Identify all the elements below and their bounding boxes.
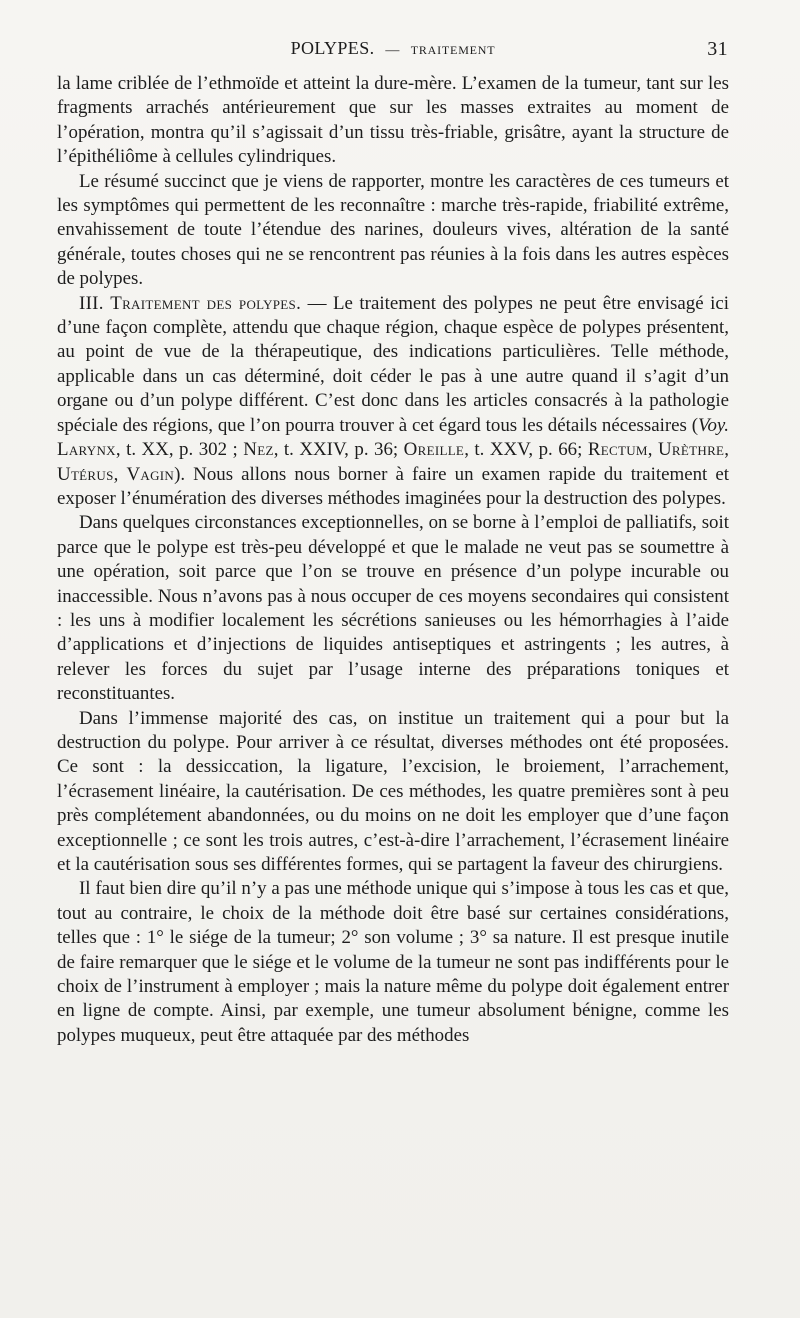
reference-nez: Nez (243, 439, 274, 461)
running-head-separator: — (385, 43, 400, 58)
voy-abbrev: Voy. (698, 414, 729, 436)
paragraph-text: Dans l’immense majorité des cas, on institue un traitement qui a pour but la destruction du polype. Pour arriver à ce résultat, diverses méthodes ont été proposées. Ce sont : la dessiccation, la ligature, l’excision, le broiement, l’arrachement, l’écrasement linéaire, la cautérisation. De ces méthodes, les quatre premières sont à peu près complétement abandonnées, ou du moins on ne doit les employer que d’une façon exceptionnelle ; ce sont les trois autres, c’est-à-dire l’arrachement, l’écrasement linéaire et la cautérisation sous ses différentes formes, qui se partagent la faveur des chirurgiens. (57, 707, 729, 875)
paragraph-text: la lame criblée de l’ethmoïde et atteint la dure-mère. L’examen de la tumeur, tant sur les fragments arrachés antérieurement que sur les masses extraites au moment de l’opération, montra qu’il s’agissait d’un tissu très-friable, grisâtre, ayant la structure de l’épithéliôme à cellules cylindriques. (57, 73, 729, 168)
paragraph-choix-methode (57, 877, 729, 1048)
paragraph-section-iii (57, 292, 729, 512)
paragraph-text: Le résumé succinct que je viens de rapporter, montre les caractères de ces tumeurs et les symptômes qui permettent de les reconnaître : marche très-rapide, friabilité extrême, envahissement de toute l’étendue des narines, douleurs vives, altération de la santé générale, toutes choses qui ne se rencontrent pas réunies à la fois dans les autres espèces de polypes. (57, 170, 729, 290)
reference-uterus: Utérus (57, 463, 114, 485)
running-head-title: POLYPES. (290, 38, 375, 58)
paragraph-palliatifs (57, 511, 729, 706)
page-number: 31 (707, 38, 728, 60)
reference-oreille: Oreille (403, 439, 465, 461)
paragraph-summary (57, 170, 729, 292)
reference-vagin: Vagin (126, 463, 175, 485)
body-text (57, 72, 729, 1048)
paragraph-methodes (57, 707, 729, 878)
paragraph-text: ). Nous allons nous borner à faire un examen rapide du traitement et exposer l’énumération des diverses méthodes imaginées pour la destruction des polypes. (57, 463, 729, 509)
section-heading: III. Traitement des polypes. (79, 292, 302, 314)
reference-separator: , (113, 463, 127, 485)
reference-urethre: Urèthre (657, 439, 725, 461)
paragraph-continuation (57, 72, 729, 170)
paragraph-text: — Le traitement des polypes ne peut être envisagé ici d’une façon complète, attendu que chaque région, chaque espèce de polypes présentent, au point de vue de la thérapeutique, des indications particulières. Telle méthode, applicable dans un cas déterminé, doit céder le pas à une autre quand il s’agit d’un organe ou d’un polype différent. C’est donc dans les articles consacrés à la pathologie spéciale des régions, que l’on pourra trouver à cet égard tous les détails nécessaires ( (57, 292, 729, 436)
paragraph-text: Dans quelques circonstances exceptionnelles, on se borne à l’emploi de palliatifs, soit parce que le polype est très-peu développé et que le malade ne veut pas se soumettre à une opération, soit parce que l’on se trouve en présence d’un polype incurable ou inaccessible. Nous n’avons pas à nous occuper de ces moyens secondaires qui consistent : les uns à modifier localement les sécrétions sanieuses ou les hémorrhagies à l’aide d’applications et d’injections de liquides antiseptiques et astringents ; les autres, à relever les forces du sujet par l’usage interne des préparations toniques et reconstituantes. (57, 512, 729, 705)
running-head (58, 38, 728, 62)
paragraph-text: Il faut bien dire qu’il n’y a pas une méthode unique qui s’impose à tous les cas et que, tout au contraire, le choix de la méthode doit être basé sur certaines considérations, telles que : 1° le siége de la tumeur; 2° son volume ; 3° sa nature. Il est presque inutile de faire remarquer que le siége et le volume de la tumeur ne sont pas indifférents pour le choix de l’instrument à employer ; mais la nature même du polype doit également entrer en ligne de compte. Ainsi, par exemple, une tumeur absolument bénigne, comme les polypes muqueux, peut être attaquée par des méthodes (57, 878, 729, 1046)
reference-nez-location: , t. XXIV, p. 36; (273, 439, 404, 461)
running-head-title-group (58, 38, 728, 59)
reference-separator: , (724, 439, 730, 461)
reference-oreille-location: , t. XXV, p. 66; (464, 439, 588, 461)
reference-rectum: Rectum (587, 439, 648, 461)
reference-larynx-location: , t. XX, p. 302 ; (115, 439, 244, 461)
reference-separator: , (647, 439, 658, 461)
running-head-subtitle: TRAITEMENT (410, 43, 496, 57)
reference-larynx: Larynx (57, 439, 116, 461)
